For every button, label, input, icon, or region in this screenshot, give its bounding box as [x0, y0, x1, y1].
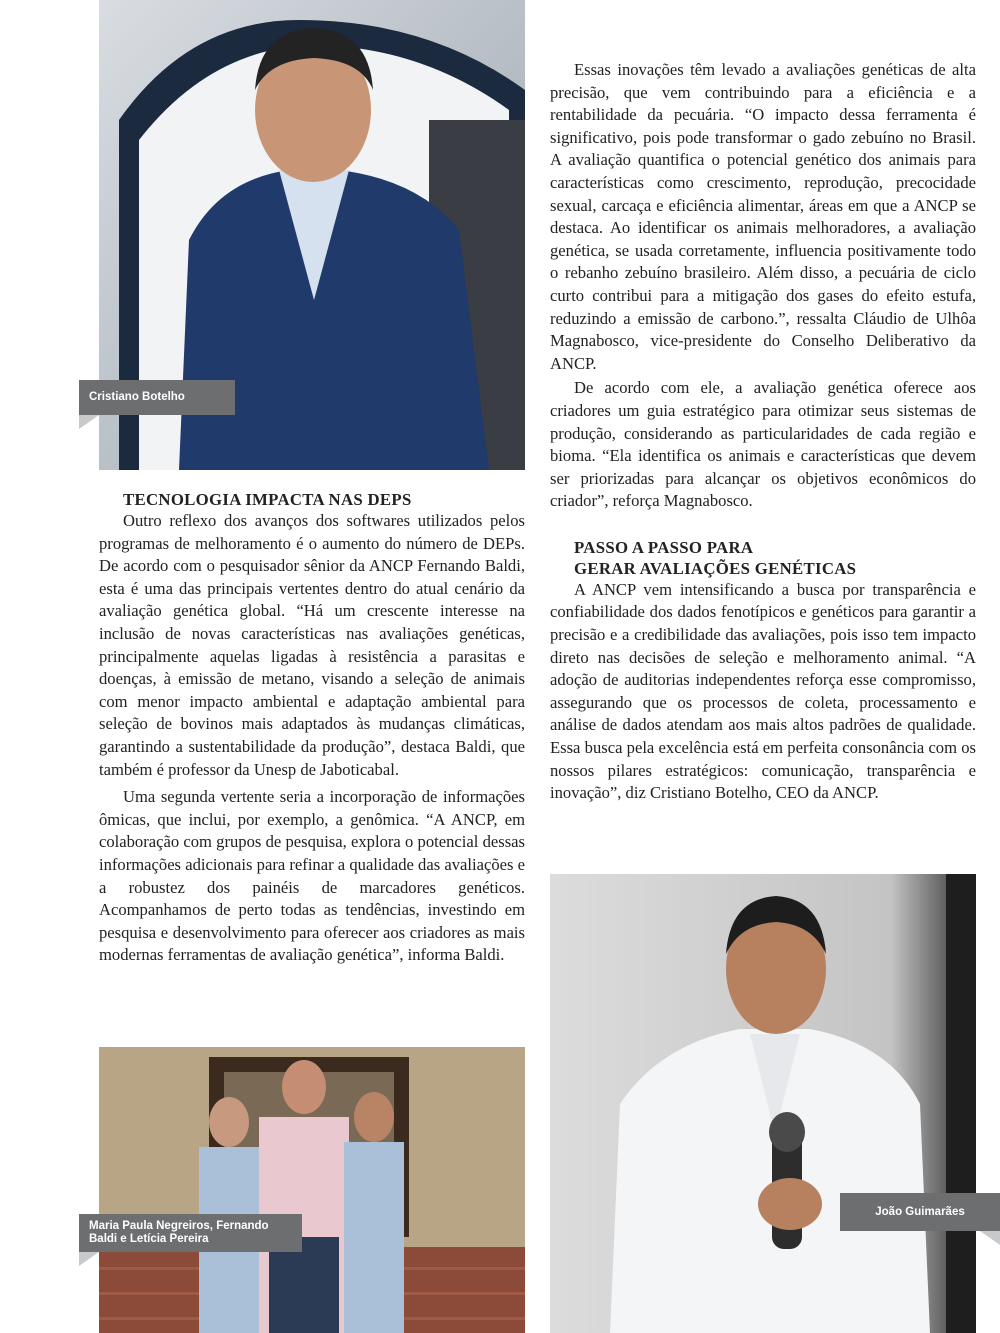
photo-group [99, 1047, 525, 1333]
left-paragraph-2: Uma segunda vertente seria a incorporação de informações ômicas, que inclui, por exemplo, a genômica. “A ANCP, em colaboração com grupos de pesquisa, explora o potencial dessas informações adicionais para refinar a qualidade das avaliações e a robustez dos painéis de marcadores genéticos. Acompanhamos de perto todas as tendências, investindo em pesquisa e desenvolvimento para oferecer aos criadores as mais modernas ferramentas de avaliação genética”, informa Baldi. [99, 787, 525, 965]
heading-passo-a-passo-line2: GERAR AVALIAÇÕES GENÉTICAS [574, 558, 857, 578]
photo-joao-guimaraes [550, 874, 976, 1333]
caption-tail [980, 1231, 1000, 1245]
right-paragraph-3: A ANCP vem intensificando a busca por transparência e confiabilidade dos dados fenotípicos e genéticos para garantir a precisão e a credibilidade das avaliações, pois isso tem impacto direto nas decisões de seleção e melhoramento animal. “A adoção de auditorias independentes reforça esse compromisso, assegurando que os processos de coleta, processamento e análise de dados atendam aos mais altos padrões de qualidade. Essa busca pela excelência está em perfeita consonância com os nossos pilares estratégicos: comunicação, transparência e inovação”, diz Cristiano Botelho, CEO da ANCP. [550, 579, 976, 803]
right-column [550, 59, 976, 805]
caption-tail [79, 1252, 99, 1266]
caption-tail [79, 415, 99, 429]
right-paragraph-1: Essas inovações têm levado a avaliações genéticas de alta precisão, que vem contribuindo para a eficiência e a rentabilidade da pecuária. “O impacto dessa ferramenta é significativo, pois pode transformar o gado zebuíno no Brasil. A avaliação quantifica o potencial genético dos animais para características como crescimento, reprodução, precocidade sexual, carcaça e eficiência alimentar, áreas em que a ANCP se destaca. Ao identificar os animais melhoradores, a avaliação genética, se usada corretamente, influencia positivamente todo o rebanho zebuíno brasileiro. Além disso, a pecuária de ciclo curto contribui para a mitigação dos gases do efeito estufa, reduzindo a emissão de carbono.”, ressalta Cláudio de Ulhôa Magnabosco, vice-presidente do Conselho Deliberativo da ANCP. [550, 60, 976, 373]
left-column [99, 489, 525, 967]
caption-joao-guimaraes: João Guimarães [840, 1193, 1000, 1231]
heading-tecnologia: TECNOLOGIA IMPACTA NAS DEPS [123, 490, 412, 509]
caption-cristiano-botelho: Cristiano Botelho [79, 380, 235, 415]
caption-group: Maria Paula Negreiros, Fernando Baldi e Letícia Pereira [79, 1214, 302, 1252]
heading-passo-a-passo-line1: PASSO A PASSO PARA [574, 537, 754, 557]
left-paragraph-1: Outro reflexo dos avanços dos softwares utilizados pelos programas de melhoramento é o aumento do número de DEPs. De acordo com o pesquisador sênior da ANCP Fernando Baldi, esta é uma das principais vertentes dentro do atual cenário da avaliação genética global. “Há um crescente interesse na inclusão de novas características nas avaliações genéticas, principalmente aquelas ligadas à resistência a parasitas e doenças, à emissão de metano, visando a seleção de animais com menor impacto ambiental e adaptação ambiental para seleção de bovinos mais adaptados às mudanças climáticas, garantindo a sustentabilidade da produção”, destaca Baldi, que também é professor da Unesp de Jaboticabal. [99, 511, 525, 779]
right-paragraph-2: De acordo com ele, a avaliação genética oferece aos criadores um guia estratégico para otimizar seus sistemas de produção, considerando as particularidades de cada região e bioma. “Ela identifica os animais e características que devem ser priorizadas para alcançar os objetivos econômicos do criador”, reforça Magnabosco. [550, 378, 976, 511]
